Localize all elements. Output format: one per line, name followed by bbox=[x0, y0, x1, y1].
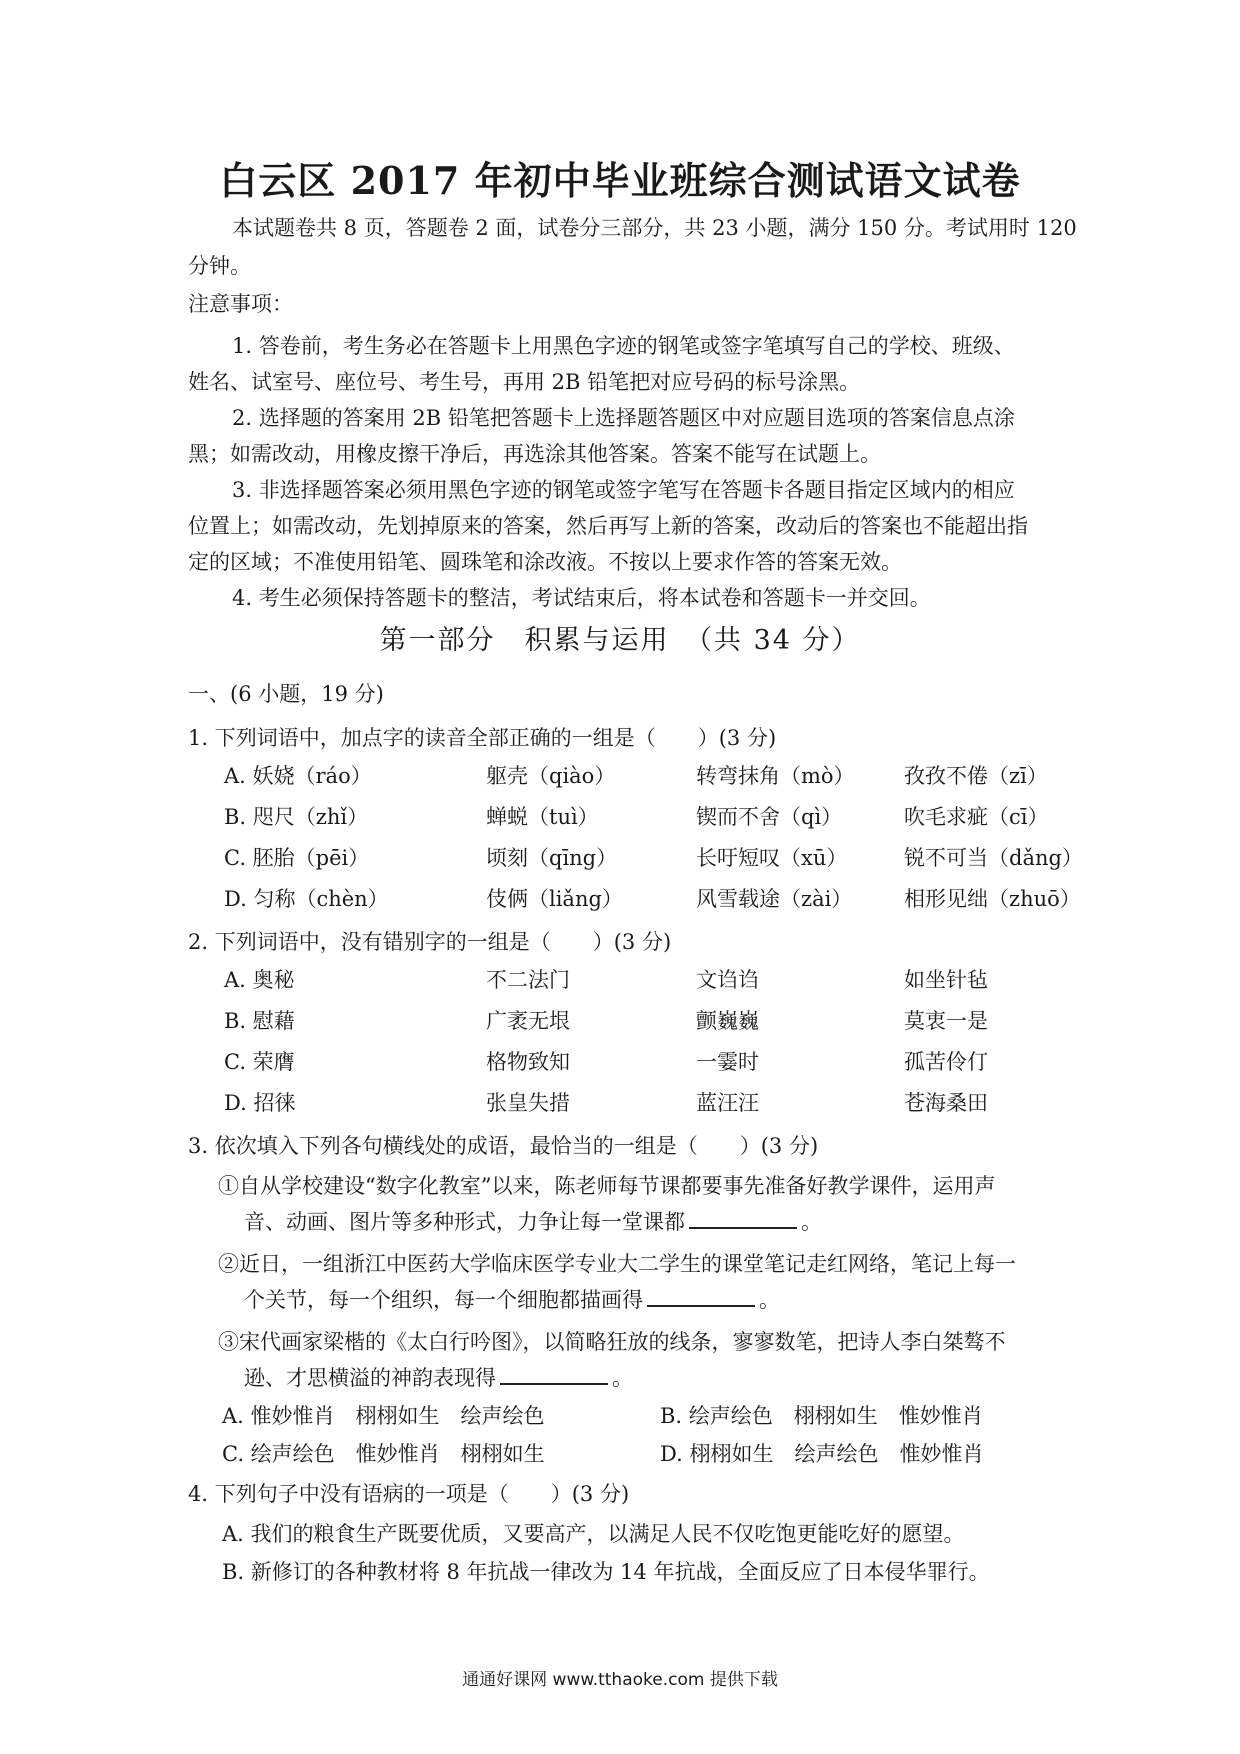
q3-sentence-3b bbox=[244, 1360, 633, 1396]
q2-stem: 2. 下列词语中，没有错别字的一组是（ ）(3 分) bbox=[188, 930, 672, 954]
page-footer: 通通好课网 www.tthaoke.com 提供下载 bbox=[462, 1670, 778, 1690]
q3-s2-text: 个关节，每一个组织，每一个细胞都描画得 bbox=[244, 1288, 643, 1312]
q1-c-3: 长吁短叹（xū） bbox=[696, 846, 848, 870]
q2-d-2: 张皇失措 bbox=[486, 1091, 570, 1115]
notes-heading: 注意事项： bbox=[188, 292, 293, 316]
note-3a: 3. 非选择题答案必须用黑色字迹的钢笔或签字笔写在答题卡各题目指定区域内的相应 bbox=[232, 478, 1015, 502]
q1-row-a bbox=[224, 760, 1104, 801]
q3-blank-3 bbox=[500, 1361, 608, 1385]
q1-a-4: 孜孜不倦（zī） bbox=[904, 764, 1048, 788]
q3-blank-1 bbox=[689, 1205, 797, 1229]
q1-d-1: D. 匀称（chèn） bbox=[224, 887, 389, 911]
q1-c-2: 顷刻（qīng） bbox=[486, 846, 618, 870]
q1-c-1: C. 胚胎（pēi） bbox=[224, 846, 370, 870]
q1-row-b bbox=[224, 801, 1104, 842]
q3-option-a: A. 惟妙惟肖 栩栩如生 绘声绘色 bbox=[222, 1404, 545, 1428]
q2-row-c bbox=[224, 1046, 1104, 1087]
q1-row-c bbox=[224, 842, 1104, 883]
q3-sentence-3a: ③宋代画家梁楷的《太白行吟图》，以简略狂放的线条，寥寥数笔，把诗人李白桀骜不 bbox=[218, 1330, 1006, 1354]
q3-option-c: C. 绘声绘色 惟妙惟肖 栩栩如生 bbox=[222, 1442, 545, 1466]
q2-c-4: 孤苦伶仃 bbox=[904, 1050, 988, 1074]
q2-b-2: 广袤无垠 bbox=[486, 1009, 570, 1033]
q2-c-2: 格物致知 bbox=[486, 1050, 570, 1074]
q3-s1-period: 。 bbox=[801, 1210, 822, 1234]
q3-option-d: D. 栩栩如生 绘声绘色 惟妙惟肖 bbox=[660, 1442, 984, 1466]
q2-row-a bbox=[224, 964, 1104, 1005]
q2-options bbox=[224, 964, 1104, 1128]
q3-sentence-2b bbox=[244, 1282, 780, 1318]
q1-b-2: 蝉蜕（tuì） bbox=[486, 805, 599, 829]
q2-c-3: 一霎时 bbox=[696, 1050, 759, 1074]
note-3b: 位置上；如需改动，先划掉原来的答案，然后再写上新的答案，改动后的答案也不能超出指 bbox=[188, 514, 1028, 538]
q2-c-1: C. 荣膺 bbox=[224, 1050, 295, 1074]
q2-d-4: 苍海桑田 bbox=[904, 1091, 988, 1115]
q4-option-a: A. 我们的粮食生产既要优质，又要高产，以满足人民不仅吃饱更能吃好的愿望。 bbox=[222, 1522, 965, 1546]
q1-a-2: 躯壳（qiào） bbox=[486, 764, 616, 788]
q3-s3-period: 。 bbox=[612, 1366, 633, 1390]
q1-a-1: A. 妖娆（ráo） bbox=[224, 764, 372, 788]
q1-stem: 1. 下列词语中，加点字的读音全部正确的一组是（ ）(3 分) bbox=[188, 726, 777, 750]
q3-sentence-1b bbox=[244, 1204, 822, 1240]
q2-a-4: 如坐针毡 bbox=[904, 968, 988, 992]
q3-s2-period: 。 bbox=[759, 1288, 780, 1312]
q3-option-b: B. 绘声绘色 栩栩如生 惟妙惟肖 bbox=[660, 1404, 983, 1428]
q3-stem: 3. 依次填入下列各句横线处的成语，最恰当的一组是（ ）(3 分) bbox=[188, 1134, 819, 1158]
q1-d-3: 风雪载途（zài） bbox=[696, 887, 853, 911]
note-1b: 姓名、试室号、座位号、考生号，再用 2B 铅笔把对应号码的标号涂黑。 bbox=[188, 370, 861, 394]
q3-blank-2 bbox=[647, 1283, 755, 1307]
note-1a: 1. 答卷前，考生务必在答题卡上用黑色字迹的钢笔或签字笔填写自己的学校、班级、 bbox=[232, 334, 1015, 358]
q2-a-1: A. 奥秘 bbox=[224, 968, 295, 992]
q3-sentence-2a: ②近日，一组浙江中医药大学临床医学专业大二学生的课堂笔记走红网络，笔记上每一 bbox=[218, 1252, 1016, 1276]
q2-d-1: D. 招徕 bbox=[224, 1091, 296, 1115]
q1-d-2: 伎俩（liǎng） bbox=[486, 887, 623, 911]
intro-line-2: 分钟。 bbox=[188, 254, 251, 278]
q2-d-3: 蓝汪汪 bbox=[696, 1091, 759, 1115]
q2-a-3: 文诌诌 bbox=[696, 968, 759, 992]
q4-option-b: B. 新修订的各种教材将 8 年抗战一律改为 14 年抗战，全面反应了日本侵华罪行。 bbox=[222, 1560, 990, 1584]
q2-b-3: 颤巍巍 bbox=[696, 1009, 759, 1033]
q1-c-4: 锐不可当（dǎng） bbox=[904, 846, 1083, 870]
q3-s3-text: 逊、才思横溢的神韵表现得 bbox=[244, 1366, 496, 1390]
q2-row-d bbox=[224, 1087, 1104, 1128]
q1-b-3: 锲而不舍（qì） bbox=[696, 805, 843, 829]
q1-b-1: B. 咫尺（zhǐ） bbox=[224, 805, 369, 829]
note-2a: 2. 选择题的答案用 2B 铅笔把答题卡上选择题答题区中对应题目选项的答案信息点涂 bbox=[232, 406, 1015, 430]
q3-s1-text: 音、动画、图片等多种形式，力争让每一堂课都 bbox=[244, 1210, 685, 1234]
q2-b-4: 莫衷一是 bbox=[904, 1009, 988, 1033]
q4-stem: 4. 下列句子中没有语病的一项是（ ）(3 分) bbox=[188, 1482, 630, 1506]
note-3c: 定的区域；不准使用铅笔、圆珠笔和涂改液。不按以上要求作答的答案无效。 bbox=[188, 550, 902, 574]
page-title: 白云区 2017 年初中毕业班综合测试语文试卷 bbox=[219, 158, 1021, 203]
note-2b: 黑；如需改动，用橡皮擦干净后，再选涂其他答案。答案不能写在试题上。 bbox=[188, 442, 881, 466]
q3-sentence-1a: ①自从学校建设“数字化教室”以来，陈老师每节课都要事先准备好教学课件，运用声 bbox=[218, 1174, 996, 1198]
q1-a-3: 转弯抹角（mò） bbox=[696, 764, 855, 788]
q1-options bbox=[224, 760, 1104, 924]
section-title: 第一部分 积累与运用 （共 34 分） bbox=[379, 625, 861, 656]
q1-row-d bbox=[224, 883, 1104, 924]
note-4: 4. 考生必须保持答题卡的整洁，考试结束后，将本试卷和答题卡一并交回。 bbox=[232, 586, 931, 610]
q1-d-4: 相形见绌（zhuō） bbox=[904, 887, 1081, 911]
q2-row-b bbox=[224, 1005, 1104, 1046]
intro-line-1: 本试题卷共 8 页，答题卷 2 面，试卷分三部分，共 23 小题，满分 150 分。考试用时 120 bbox=[232, 216, 1077, 240]
q2-a-2: 不二法门 bbox=[486, 968, 570, 992]
q2-b-1: B. 慰藉 bbox=[224, 1009, 295, 1033]
part-one-heading: 一、(6 小题，19 分) bbox=[188, 682, 384, 706]
q1-b-4: 吹毛求疵（cī） bbox=[904, 805, 1049, 829]
